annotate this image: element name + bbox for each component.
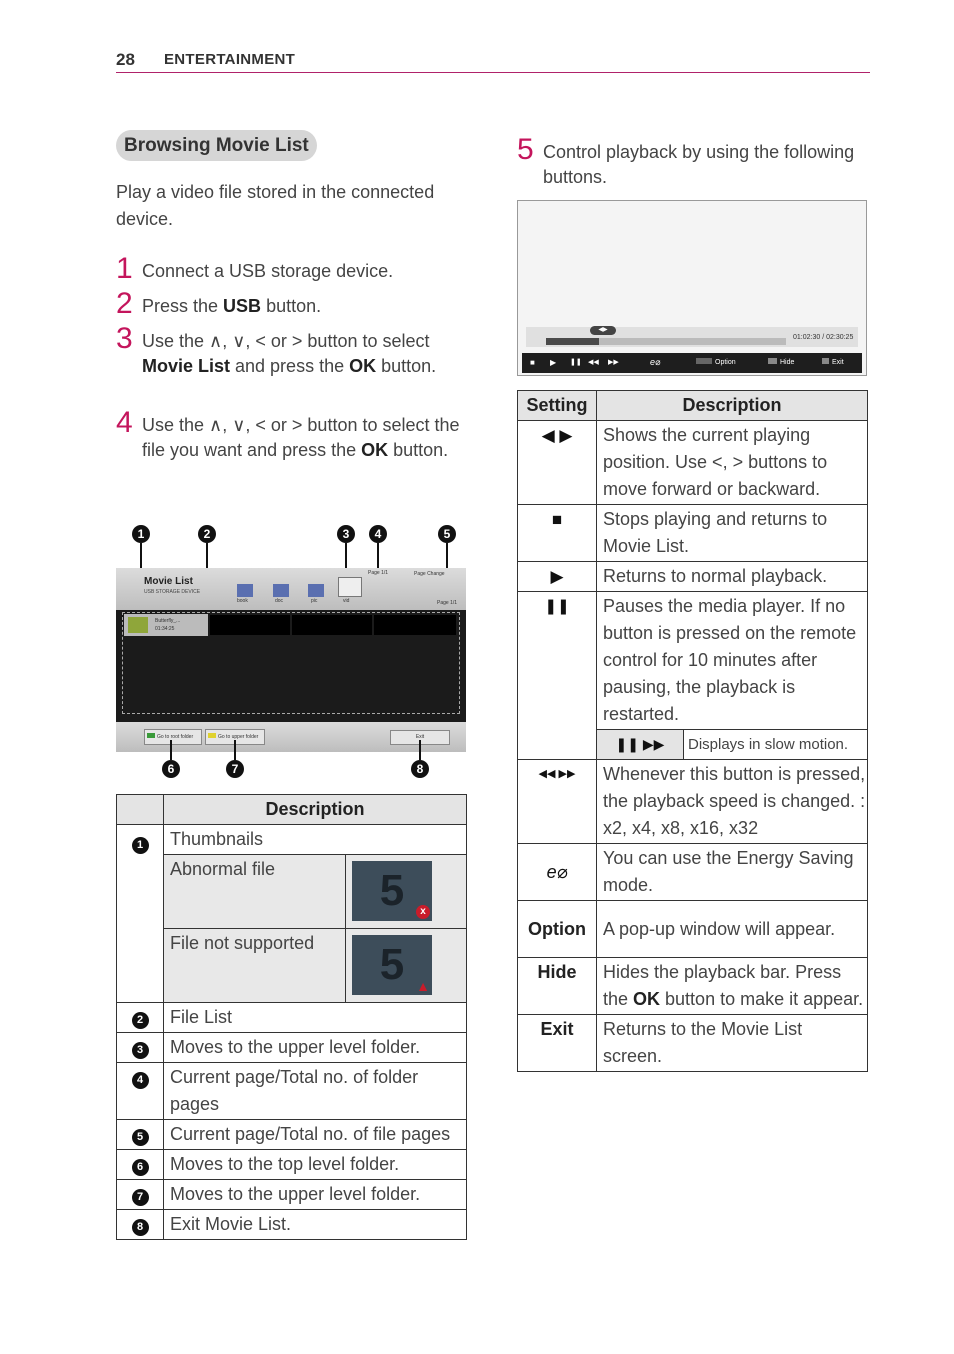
go-to-root-button[interactable]: Go to root folder [144, 729, 202, 745]
row-text: Pauses the media player. If no button is pressed on the remote control for 10 minutes after pausing, the playback is restarted. [597, 592, 868, 730]
callout-7: 7 [226, 760, 244, 778]
unsupported-file-label: File not supported [164, 929, 346, 1003]
energy-saving-icon[interactable]: e⌀ [650, 357, 661, 367]
page-change-label: Page Change [414, 571, 445, 577]
folder-page-indicator: Page 1/1 [368, 570, 389, 576]
folder-label: vid [343, 598, 350, 604]
row-text: A pop-up window will appear. [597, 901, 868, 958]
pause-button[interactable]: ❚❚ [570, 359, 582, 366]
callout-3: 3 [337, 525, 355, 543]
row-number: 4 [117, 1063, 164, 1120]
movie-list-title: Movie List [144, 576, 193, 587]
row-number: 3 [117, 1033, 164, 1063]
step-number: 3 [116, 322, 133, 355]
table-header: Description [597, 391, 868, 421]
green-key-icon [147, 733, 155, 738]
step-text: Use the ∧, ∨, < or > button to select the file you want and press the OK button. [142, 415, 460, 460]
setting-label: Option [518, 901, 597, 958]
warning-icon: ▲ [416, 978, 430, 994]
row-text: Moves to the top level folder. [164, 1150, 467, 1180]
row-text: Hides the playback bar. Press the OK button to make it appear. [597, 958, 868, 1015]
step-number: 2 [116, 287, 133, 320]
row-text: You can use the Energy Saving mode. [597, 844, 868, 901]
folder-icon[interactable] [237, 584, 253, 597]
setting-label: Hide [518, 958, 597, 1015]
callout-4: 4 [369, 525, 387, 543]
yellow-key-icon [208, 733, 216, 738]
exit-button[interactable]: Exit [390, 730, 450, 745]
row-text: Current page/Total no. of file pages [164, 1120, 467, 1150]
section-name: ENTERTAINMENT [164, 51, 296, 68]
table-header: Description [164, 795, 467, 825]
go-to-upper-button[interactable]: Go to upper folder [205, 729, 265, 745]
row-number: 5 [117, 1120, 164, 1150]
file-slot-empty [374, 615, 456, 635]
step-number: 4 [116, 406, 133, 439]
step-number: 5 [517, 133, 534, 166]
file-slot-empty [292, 615, 372, 635]
callout-line [170, 740, 172, 760]
hide-button[interactable]: Hide [768, 357, 812, 369]
playback-time: 01:02:30 / 02:30:25 [793, 334, 854, 341]
row-text: Returns to the Movie List screen. [597, 1015, 868, 1072]
abnormal-file-thumbnail: 5 x [346, 855, 467, 929]
file-duration: 01:34:25 [155, 626, 175, 632]
table-header: Setting [518, 391, 597, 421]
callout-5: 5 [438, 525, 456, 543]
folder-icon[interactable] [308, 584, 324, 597]
row-number: 2 [117, 1003, 164, 1033]
option-button[interactable]: Option [696, 357, 758, 369]
row-text: Displays in slow motion. [684, 730, 868, 760]
row-number: 6 [117, 1150, 164, 1180]
file-name: Butterfly_... [155, 618, 181, 624]
unsupported-file-thumbnail: 5 ▲ [346, 929, 467, 1003]
row-number: 1 [117, 825, 164, 1003]
stop-icon: ■ [518, 505, 597, 562]
movie-list-screenshot [116, 568, 466, 752]
video-thumbnail [128, 617, 148, 633]
seek-arrows-icon: ◀ ▶ [518, 421, 597, 505]
play-button[interactable]: ▶ [550, 358, 557, 367]
row-text: Stops playing and returns to Movie List. [597, 505, 868, 562]
playback-screenshot [517, 200, 867, 376]
step-text: Use the ∧, ∨, < or > button to select Movie List and press the OK button. [142, 331, 437, 376]
step-text: Control playback by using the following buttons. [543, 142, 855, 187]
row-text: Exit Movie List. [164, 1210, 467, 1240]
step-number: 1 [116, 252, 133, 285]
movie-list-subtitle: USB STORAGE DEVICE [144, 589, 201, 595]
step-text: Press the USB button. [142, 296, 322, 316]
callout-line [234, 740, 236, 760]
page-number: 28 [116, 50, 135, 69]
callout-2: 2 [198, 525, 216, 543]
row-text: Shows the current playing position. Use <, > buttons to move forward or backward. [597, 421, 868, 505]
setting-label: Exit [518, 1015, 597, 1072]
intro-text: Play a video file stored in the connected device. [116, 182, 435, 229]
description-table [116, 794, 467, 1240]
folder-label: book [237, 598, 248, 604]
slow-motion-icon: ❚❚ ▶▶ [597, 730, 684, 760]
exit-button[interactable]: Exit [822, 357, 858, 369]
settings-table [517, 390, 868, 1072]
row-number: 7 [117, 1180, 164, 1210]
pause-icon: ❚❚ [518, 592, 597, 760]
progress-fill [546, 338, 599, 345]
rewind-button[interactable]: ◀◀ [588, 359, 599, 366]
abnormal-file-label: Abnormal file [164, 855, 346, 929]
row-text: Returns to normal playback. [597, 562, 868, 592]
table-header-blank [117, 795, 164, 825]
row-text: Current page/Total no. of folder pages [164, 1063, 467, 1120]
callout-line [419, 740, 421, 760]
play-icon: ▶ [518, 562, 597, 592]
row-text: Moves to the upper level folder. [164, 1180, 467, 1210]
folder-icon[interactable] [273, 584, 289, 597]
callout-line [377, 543, 379, 569]
stop-button[interactable]: ■ [530, 358, 535, 367]
folder-label: pic [311, 598, 318, 604]
row-text: Whenever this button is pressed, the playback speed is changed. : x2, x4, x8, x16, x32 [597, 760, 868, 844]
row-text: Moves to the upper level folder. [164, 1033, 467, 1063]
upper-folder-icon[interactable] [338, 577, 362, 597]
file-page-indicator: Page 1/1 [437, 600, 458, 606]
callout-1: 1 [132, 525, 150, 543]
row-text: Thumbnails [164, 825, 467, 855]
section-title: Browsing Movie List [116, 130, 317, 161]
row-text: File List [164, 1003, 467, 1033]
error-x-icon: x [416, 905, 430, 919]
callout-6: 6 [162, 760, 180, 778]
fast-forward-button[interactable]: ▶▶ [608, 359, 619, 366]
callout-8: 8 [411, 760, 429, 778]
position-marker-icon[interactable]: ◀▶ [590, 326, 616, 335]
folder-label: doc [275, 598, 284, 604]
step-text: Connect a USB storage device. [142, 261, 394, 281]
speed-icon: ◀◀ ▶▶ [518, 760, 597, 844]
file-slot-empty [210, 615, 290, 635]
energy-saving-icon: e⌀ [518, 844, 597, 901]
row-number: 8 [117, 1210, 164, 1240]
